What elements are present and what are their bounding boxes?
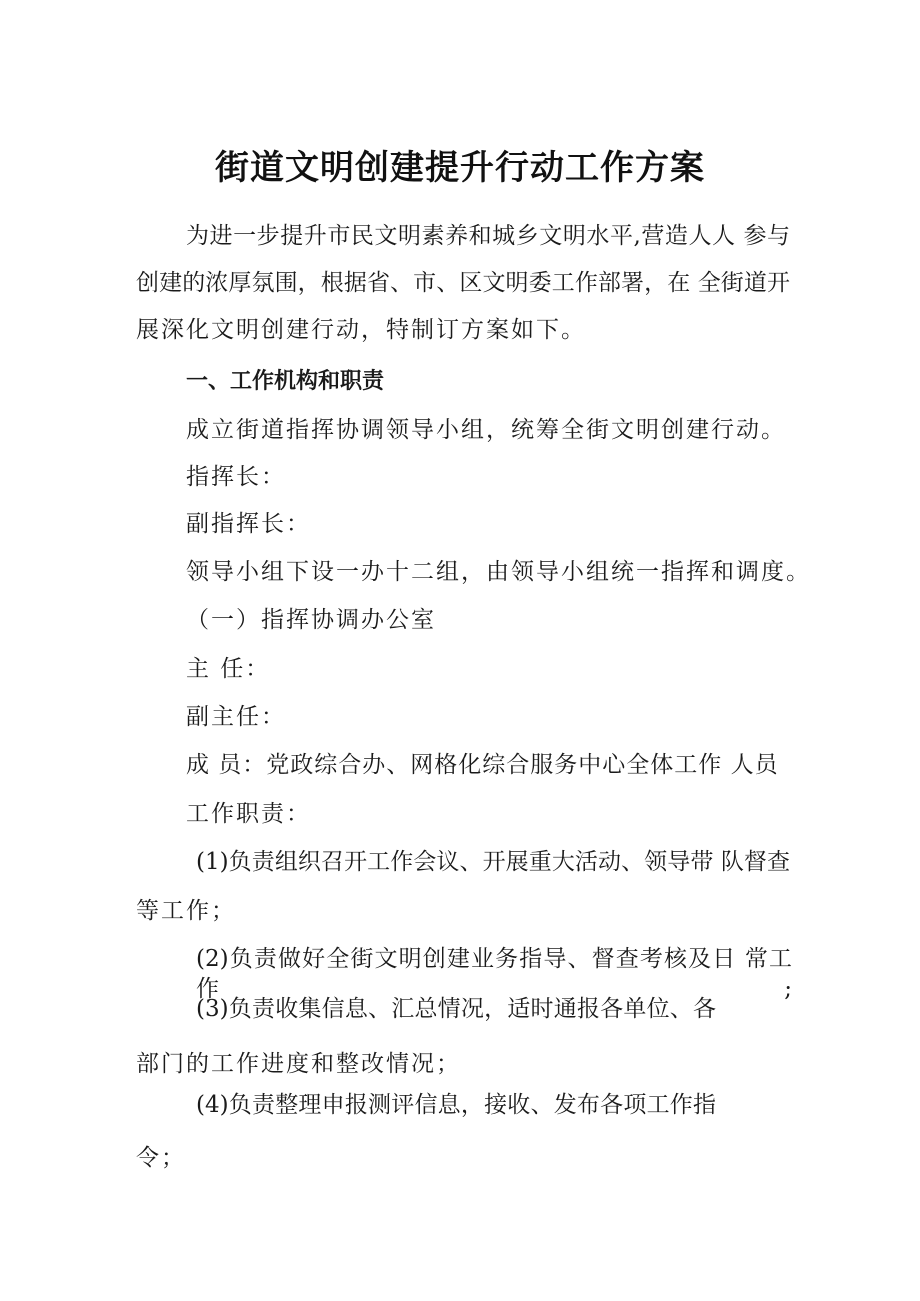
body-line-4: 领导小组下设一办十二组，由领导小组统一指挥和调度。 <box>186 559 811 585</box>
section-heading: 一、工作机构和职责 <box>186 369 385 394</box>
duty-1-line-2: 等工作； <box>136 898 236 924</box>
body-line-1: 成立街道指挥协调领导小组，统筹全街文明创建行动。 <box>186 417 786 443</box>
intro-line-3: 展深化文明创建行动，特制订方案如下。 <box>136 317 586 343</box>
director-line: 主 任： <box>186 656 271 682</box>
page-title: 街道文明创建提升行动工作方案 <box>215 148 705 188</box>
members-line: 成 员：党政综合办、网格化综合服务中心全体工作 人员 <box>186 752 779 778</box>
duty-3-line-1: (3)负责收集信息、汇总情况，适时通报各单位、各 <box>196 996 716 1022</box>
body-line-2: 指挥长： <box>186 464 286 490</box>
deputy-line: 副主任： <box>186 704 286 730</box>
duty-3-line-2: 部门的工作进度和整改情况； <box>136 1051 461 1077</box>
duty-1-line-1: (1)负责组织召开工作会议、开展重大活动、领导带 队督查 <box>196 849 790 875</box>
duty-4-line-1: (4)负责整理申报测评信息，接收、发布各项工作指 <box>196 1092 716 1118</box>
duties-label: 工作职责： <box>186 801 311 827</box>
subsection-heading: （一）指挥协调办公室 <box>186 607 436 633</box>
body-line-3: 副指挥长： <box>186 511 311 537</box>
duty-2-line-1: (2)负责做好全街文明创建业务指导、督查考核及日 常工作; <box>196 946 792 1002</box>
intro-line-2: 创建的浓厚氛围，根据省、市、区文明委工作部署，在 全街道开 <box>136 270 790 296</box>
duty-4-line-2: 令； <box>136 1145 186 1171</box>
intro-line-1: 为进一步提升市民文明素养和城乡文明水平,营造人人 参与 <box>186 223 790 249</box>
